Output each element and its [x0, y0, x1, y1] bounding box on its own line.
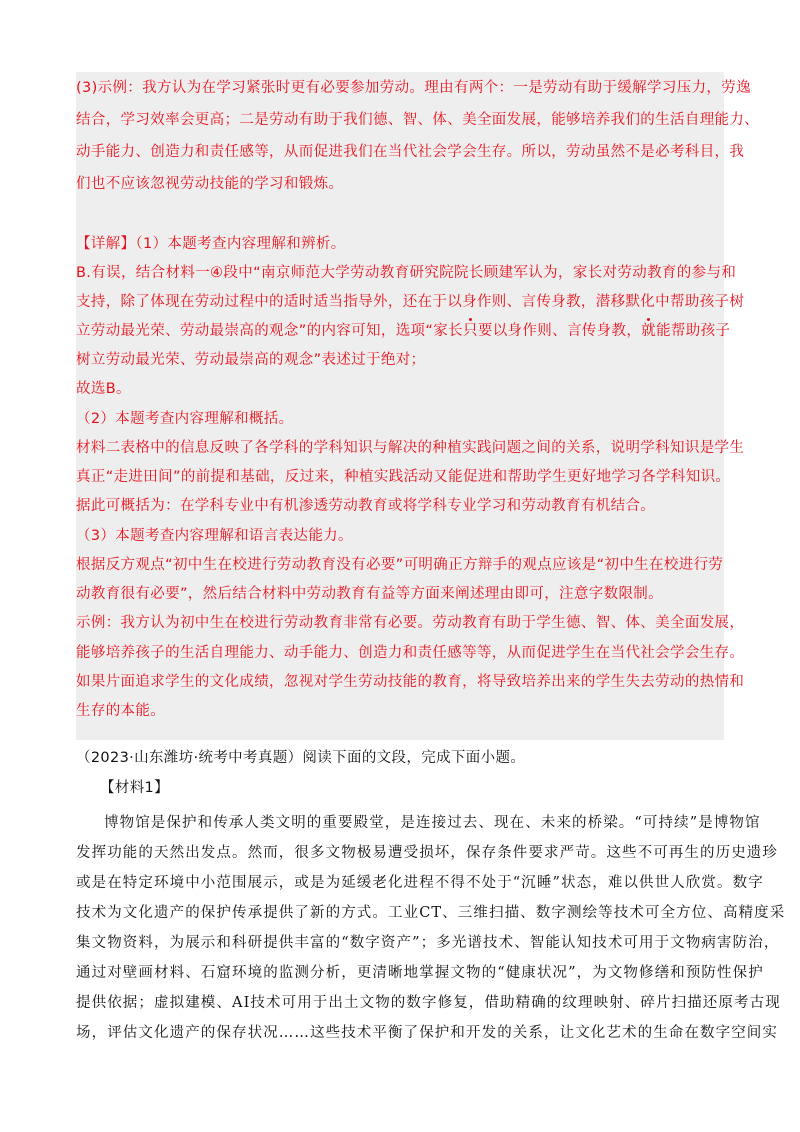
- detail-line: 真正“走进田间”的前提和基础，反过来，种植实践活动又能促进和帮助学生更好地学习各学科知识。: [76, 469, 731, 485]
- detail-line: B.有误，结合材料一④段中“南京师范大学劳动教育研究院院长顾建军认为，家长对劳动教育的参与和: [76, 265, 737, 281]
- detail-line: 材料二表格中的信息反映了各学科的学科知识与解决的种植实践问题之间的关系，说明学科知识是学生: [76, 440, 745, 456]
- answer-example-line: 动手能力、创造力和责任感等，从而促进我们在当代社会学会生存。所以，劳动虽然不是必考科目，我: [76, 144, 745, 160]
- passage-line: 发挥功能的天然出发点。然而，很多文物极易遭受损坏，保存条件要求严苛。这些不可再生的历史遗珍: [76, 845, 778, 861]
- detail-line: 生存的本能。: [76, 703, 166, 719]
- passage-line: 提供依据；虚拟建模、AI技术可用于出土文物的数字修复，借助精确的纹理映射、碎片扫描还原考古现: [76, 995, 781, 1011]
- answer-highlight-block: [76, 72, 724, 740]
- detail-line: 动教育很有必要”，然后结合材料中劳动教育有益等方面来阐述理由即可，注意字数限制。: [76, 586, 664, 602]
- detail-line: （3）本题考查内容理解和语言表达能力。: [76, 528, 353, 544]
- passage-line: 场，评估文化遗产的保存状况……这些技术平衡了保护和开发的关系，让文化艺术的生命在数字空间实: [76, 1025, 778, 1041]
- detail-line: 树立劳动最光荣、劳动最崇高的观念”表述过于绝对；: [76, 352, 426, 368]
- question-source: （2023·山东潍坊·统考中考真题）阅读下面的文段，完成下面小题。: [76, 750, 526, 766]
- answer-example-line: 们也不应该忽视劳动技能的学习和锻炼。: [76, 176, 344, 192]
- material-label: 【材料1】: [100, 780, 169, 796]
- passage-line: 博物馆是保护和传承人类文明的重要殿堂，是连接过去、现在、未来的桥梁。“可持续”是博物馆: [104, 815, 761, 831]
- detail-line: 根据反方观点“初中生在校进行劳动教育没有必要”可明确正方辩手的观点应该是“初中生在校进行劳: [76, 557, 724, 573]
- detail-line: 如果片面追求学生的文化成绩，忽视对学生劳动技能的教育，将导致培养出来的学生失去劳动的热情和: [76, 674, 745, 690]
- emphasis-dot-char: 就: [641, 323, 657, 339]
- detail-line: 支持，除了体现在劳动过程中的适时适当指导外，还在于以身作则、言传身教，潜移默化中帮助孩子树: [76, 294, 745, 310]
- detail-line: （2）本题考查内容理解和概括。: [76, 411, 294, 427]
- passage-line: 或是在特定环境中小范围展示，或是为延缓老化进程不得不处于“沉睡”状态，难以供世人欣赏。数字: [76, 875, 764, 891]
- detail-line: 能够培养孩子的生活自理能力、动手能力、创造力和责任感等等，从而促进学生在当代社会学会生存。: [76, 645, 745, 661]
- passage-line: 通过对壁画材料、石窟环境的监测分析，更清晰地掌握文物的“健康状况”，为文物修缮和预防性保护: [76, 965, 764, 981]
- detail-line-middle: 要以身作则、言传身教，: [477, 323, 642, 339]
- detail-line: 据此可概括为：在学科专业中有机渗透劳动教育或将学科专业学习和劳动教育有机结合。: [76, 498, 656, 514]
- emphasis-dot-char: 只: [462, 323, 478, 339]
- detail-line: 示例：我方认为初中生在校进行劳动教育非常有必要。劳动教育有助于学生德、智、体、美全面发展，: [76, 615, 745, 631]
- passage-line: 集文物资料，为展示和科研提供丰富的“数字资产”；多光谱技术、智能认知技术可用于文物病害防治，: [76, 935, 780, 951]
- detail-line: 故选B。: [76, 381, 131, 397]
- detail-heading: 【详解】（1）本题考查内容理解和辨析。: [76, 236, 346, 252]
- detail-line-start: 立劳动最光荣、劳动最崇高的观念”的内容可知，选项“家长: [76, 323, 463, 339]
- detail-line-end: 能帮助孩子: [656, 323, 731, 339]
- answer-example-line: (3)示例：我方认为在学习紧张时更有必要参加劳动。理由有两个：一是劳动有助于缓解学习压力，劳逸: [76, 80, 751, 96]
- passage-line: 技术为文化遗产的保护传承提供了新的方式。工业CT、三维扫描、数字测绘等技术可全方位、高精度采: [76, 905, 786, 921]
- detail-line-emphasis: [76, 321, 730, 341]
- answer-example-line: 结合，学习效率会更高；二是劳动有助于我们德、智、体、美全面发展，能够培养我们的生活自理能力、: [76, 112, 760, 128]
